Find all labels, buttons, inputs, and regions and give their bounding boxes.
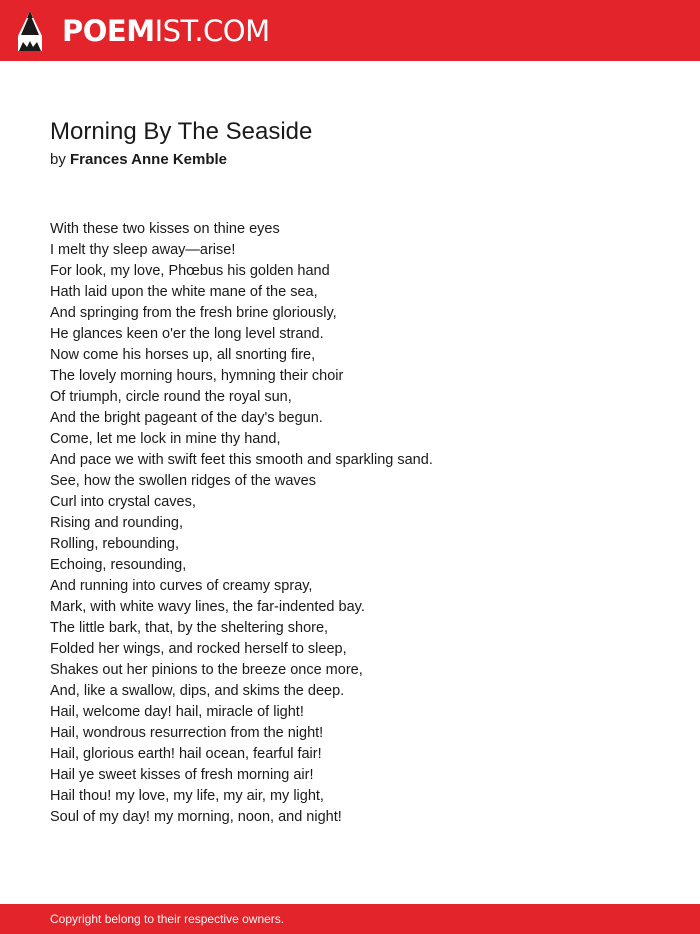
poem-line: Hail thou! my love, my life, my air, my light, [50, 788, 324, 804]
poem-line: I melt thy sleep away—arise! [50, 242, 236, 258]
poem-author: Frances Anne Kemble [70, 151, 228, 168]
copyright-notice: Copyright belong to their respective owners. [50, 912, 285, 926]
poem-line: Hail, glorious earth! hail ocean, fearful fair! [50, 746, 322, 762]
poem-line: Come, let me lock in mine thy hand, [50, 431, 281, 447]
poem-line: And the bright pageant of the day's begun. [50, 410, 323, 426]
poem-line: Of triumph, circle round the royal sun, [50, 389, 292, 405]
site-brand-name [62, 10, 270, 52]
poem-line: Mark, with white wavy lines, the far-indented bay. [50, 599, 365, 615]
poem-line: Echoing, resounding, [50, 557, 187, 573]
poem-line: And pace we with swift feet this smooth and sparkling sand. [50, 452, 433, 468]
pencil-icon [17, 10, 43, 52]
poem-line: Now come his horses up, all snorting fire, [50, 347, 316, 363]
poem-line: Rolling, rebounding, [50, 536, 179, 552]
site-header [0, 0, 700, 61]
poem-line: Rising and rounding, [50, 515, 184, 531]
brand-name-light: IST.COM [154, 14, 270, 48]
poem-line: Hail, wondrous resurrection from the night! [50, 725, 324, 741]
poem-line: See, how the swollen ridges of the waves [50, 473, 316, 489]
poem-line: Hail ye sweet kisses of fresh morning air! [50, 767, 314, 783]
poem-title: Morning By The Seaside [50, 118, 313, 145]
poem-heading [50, 116, 670, 171]
poem-line: Hail, welcome day! hail, miracle of light! [50, 704, 304, 720]
poem-byline [50, 149, 670, 171]
poem-line: And running into curves of creamy spray, [50, 578, 313, 594]
poem-line: With these two kisses on thine eyes [50, 221, 280, 237]
poem-line: For look, my love, Phœbus his golden hand [50, 263, 330, 279]
site-footer [0, 904, 700, 934]
poem-body [50, 219, 670, 828]
site-logo-link[interactable] [17, 10, 270, 52]
poem-line: Hath laid upon the white mane of the sea, [50, 284, 318, 300]
poem-line: The lovely morning hours, hymning their choir [50, 368, 344, 384]
poem-line: He glances keen o'er the long level strand. [50, 326, 324, 342]
poem-line: Folded her wings, and rocked herself to sleep, [50, 641, 347, 657]
poem-line: And, like a swallow, dips, and skims the deep. [50, 683, 345, 699]
poem-line: Curl into crystal caves, [50, 494, 196, 510]
poem-line: Shakes out her pinions to the breeze once more, [50, 662, 363, 678]
brand-name-bold: POEM [62, 14, 155, 48]
poem-line: The little bark, that, by the sheltering shore, [50, 620, 329, 636]
by-label: by [50, 151, 66, 168]
poem-line: Soul of my day! my morning, noon, and night! [50, 809, 342, 825]
poem-line: And springing from the fresh brine gloriously, [50, 305, 337, 321]
